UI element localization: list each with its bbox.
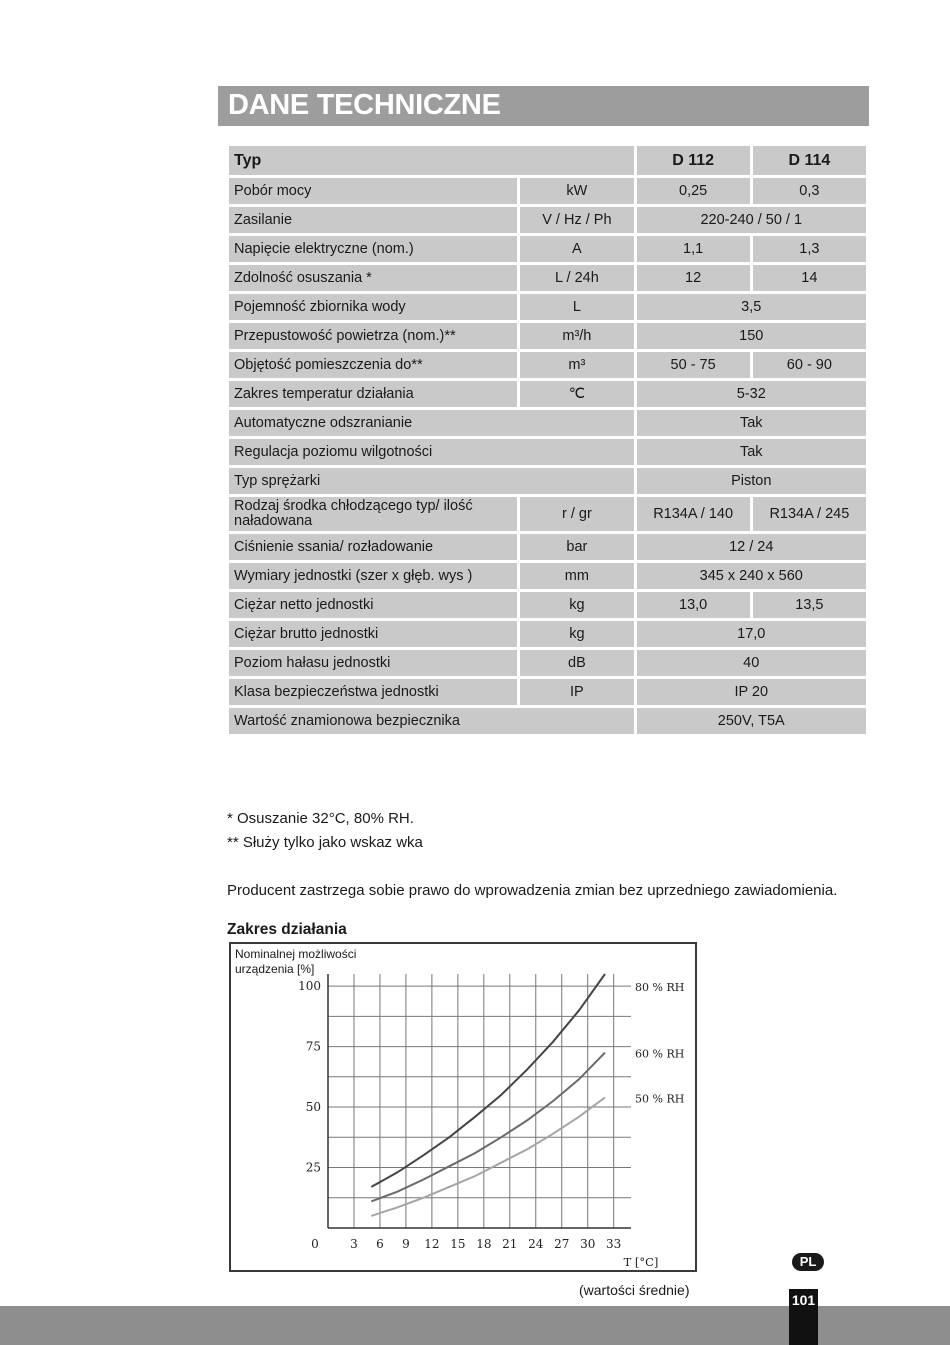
table-row — [229, 236, 866, 262]
row-label-cell: Ciężar netto jednostki — [229, 592, 517, 618]
value-cell: Piston — [637, 468, 867, 494]
value-cell: 0,25 — [637, 178, 750, 204]
table-row — [229, 534, 866, 560]
unit-cell: mm — [520, 563, 633, 589]
chart-title: Zakres działania — [227, 921, 347, 938]
table-row — [229, 468, 866, 494]
x-tick-label: 15 — [450, 1237, 466, 1251]
value-cell: 250V, T5A — [637, 708, 867, 734]
value-cell: 12 / 24 — [637, 534, 867, 560]
operating-range-chart — [229, 942, 697, 1272]
row-label-cell: Ciśnienie ssania/ rozładowanie — [229, 534, 517, 560]
value-cell: 14 — [753, 265, 866, 291]
page-number-box — [789, 1289, 818, 1345]
y-tick-label: 75 — [305, 1039, 321, 1054]
value-cell: 220-240 / 50 / 1 — [637, 207, 867, 233]
table-row — [229, 650, 866, 676]
x-tick-label: 9 — [402, 1237, 410, 1251]
value-cell: 17,0 — [637, 621, 867, 647]
table-row — [229, 439, 866, 465]
table-row — [229, 497, 866, 531]
row-label-cell: Przepustowość powietrza (nom.)** — [229, 323, 517, 349]
row-label-cell: Automatyczne odszranianie — [229, 410, 634, 436]
x-axis-label: T [°C] — [623, 1255, 659, 1269]
unit-cell: L — [520, 294, 633, 320]
language-badge: PL — [792, 1253, 824, 1271]
x-tick-label: 33 — [606, 1237, 622, 1251]
table-row — [229, 708, 866, 734]
value-cell: 150 — [637, 323, 867, 349]
series-label: 80 % RH — [635, 981, 685, 995]
value-cell: 60 - 90 — [753, 352, 866, 378]
table-row — [229, 621, 866, 647]
model-header: D 112 — [637, 146, 750, 175]
x-tick-label: 24 — [528, 1237, 544, 1251]
value-cell: Tak — [637, 410, 867, 436]
value-cell: 0,3 — [753, 178, 866, 204]
x-tick-label: 18 — [476, 1237, 492, 1251]
unit-cell: V / Hz / Ph — [520, 207, 633, 233]
y-tick-label: 50 — [305, 1100, 321, 1115]
x-tick-label: 21 — [502, 1237, 518, 1251]
footnote: * Osuszanie 32°C, 80% RH. — [227, 810, 414, 827]
value-cell: 50 - 75 — [637, 352, 750, 378]
value-cell: 5-32 — [637, 381, 867, 407]
unit-cell: L / 24h — [520, 265, 633, 291]
technical-data-table — [226, 143, 869, 737]
table-row — [229, 592, 866, 618]
value-cell: R134A / 245 — [753, 497, 866, 531]
x-tick-label: 3 — [350, 1237, 358, 1251]
model-header: D 114 — [753, 146, 866, 175]
unit-cell: kW — [520, 178, 633, 204]
row-label-cell: Rodzaj środka chłodzącego typ/ ilość naładowana — [229, 497, 517, 531]
table-row — [229, 178, 866, 204]
row-label-cell: Regulacja poziomu wilgotności — [229, 439, 634, 465]
series-label: 60 % RH — [635, 1047, 685, 1061]
value-cell: R134A / 140 — [637, 497, 750, 531]
y-tick-label: 100 — [298, 979, 321, 994]
unit-cell: r / gr — [520, 497, 633, 531]
section-title-bar — [218, 86, 869, 126]
row-label-cell: Zdolność osuszania * — [229, 265, 517, 291]
table-row — [229, 265, 866, 291]
row-label-cell: Ciężar brutto jednostki — [229, 621, 517, 647]
value-cell: 40 — [637, 650, 867, 676]
disclaimer: Producent zastrzega sobie prawo do wprowadzenia zmian bez uprzedniego zawiadomienia. — [227, 882, 838, 899]
row-label-cell: Poziom hałasu jednostki — [229, 650, 517, 676]
x-tick-label: 30 — [580, 1237, 596, 1251]
value-cell: 13,5 — [753, 592, 866, 618]
table-row — [229, 679, 866, 705]
table-row — [229, 563, 866, 589]
row-label-cell: Objętość pomieszczenia do** — [229, 352, 517, 378]
unit-cell: kg — [520, 621, 633, 647]
unit-cell: m³ — [520, 352, 633, 378]
row-label-cell: Pobór mocy — [229, 178, 517, 204]
value-cell: 3,5 — [637, 294, 867, 320]
unit-cell: m³/h — [520, 323, 633, 349]
table-row — [229, 323, 866, 349]
type-header: Typ — [229, 146, 634, 175]
table-row — [229, 294, 866, 320]
value-cell: 1,1 — [637, 236, 750, 262]
chart-plot — [231, 944, 695, 1270]
table-row — [229, 410, 866, 436]
unit-cell: IP — [520, 679, 633, 705]
row-label-cell: Klasa bezpieczeństwa jednostki — [229, 679, 517, 705]
value-cell: Tak — [637, 439, 867, 465]
row-label-cell: Zakres temperatur działania — [229, 381, 517, 407]
row-label-cell: Wymiary jednostki (szer x głęb. wys ) — [229, 563, 517, 589]
unit-cell: ℃ — [520, 381, 633, 407]
row-label-cell: Pojemność zbiornika wody — [229, 294, 517, 320]
x-tick-label: 12 — [424, 1237, 440, 1251]
table-row — [229, 207, 866, 233]
chart-note: (wartości średnie) — [579, 1282, 690, 1298]
x-tick-label: 6 — [376, 1237, 384, 1251]
x-tick-label: 0 — [311, 1237, 319, 1251]
table-row — [229, 381, 866, 407]
y-axis-label-line: Nominalnej możliwości — [235, 947, 357, 961]
table-header-row — [229, 146, 866, 175]
value-cell: 345 x 240 x 560 — [637, 563, 867, 589]
section-title: DANE TECHNICZNE — [228, 89, 501, 121]
value-cell: 1,3 — [753, 236, 866, 262]
unit-cell: bar — [520, 534, 633, 560]
y-tick-label: 25 — [305, 1160, 321, 1175]
x-tick-label: 27 — [554, 1237, 570, 1251]
series-label: 50 % RH — [635, 1092, 685, 1106]
row-label-cell: Typ sprężarki — [229, 468, 634, 494]
unit-cell: kg — [520, 592, 633, 618]
y-axis-label-line: urządzenia [%] — [235, 962, 315, 976]
value-cell: 12 — [637, 265, 750, 291]
value-cell: IP 20 — [637, 679, 867, 705]
row-label-cell: Wartość znamionowa bezpiecznika — [229, 708, 634, 734]
unit-cell: A — [520, 236, 633, 262]
unit-cell: dB — [520, 650, 633, 676]
footnote: ** Służy tylko jako wskaz wka — [227, 834, 423, 851]
table-row — [229, 352, 866, 378]
value-cell: 13,0 — [637, 592, 750, 618]
row-label-cell: Napięcie elektryczne (nom.) — [229, 236, 517, 262]
page-number: 101 — [791, 1292, 816, 1308]
row-label-cell: Zasilanie — [229, 207, 517, 233]
